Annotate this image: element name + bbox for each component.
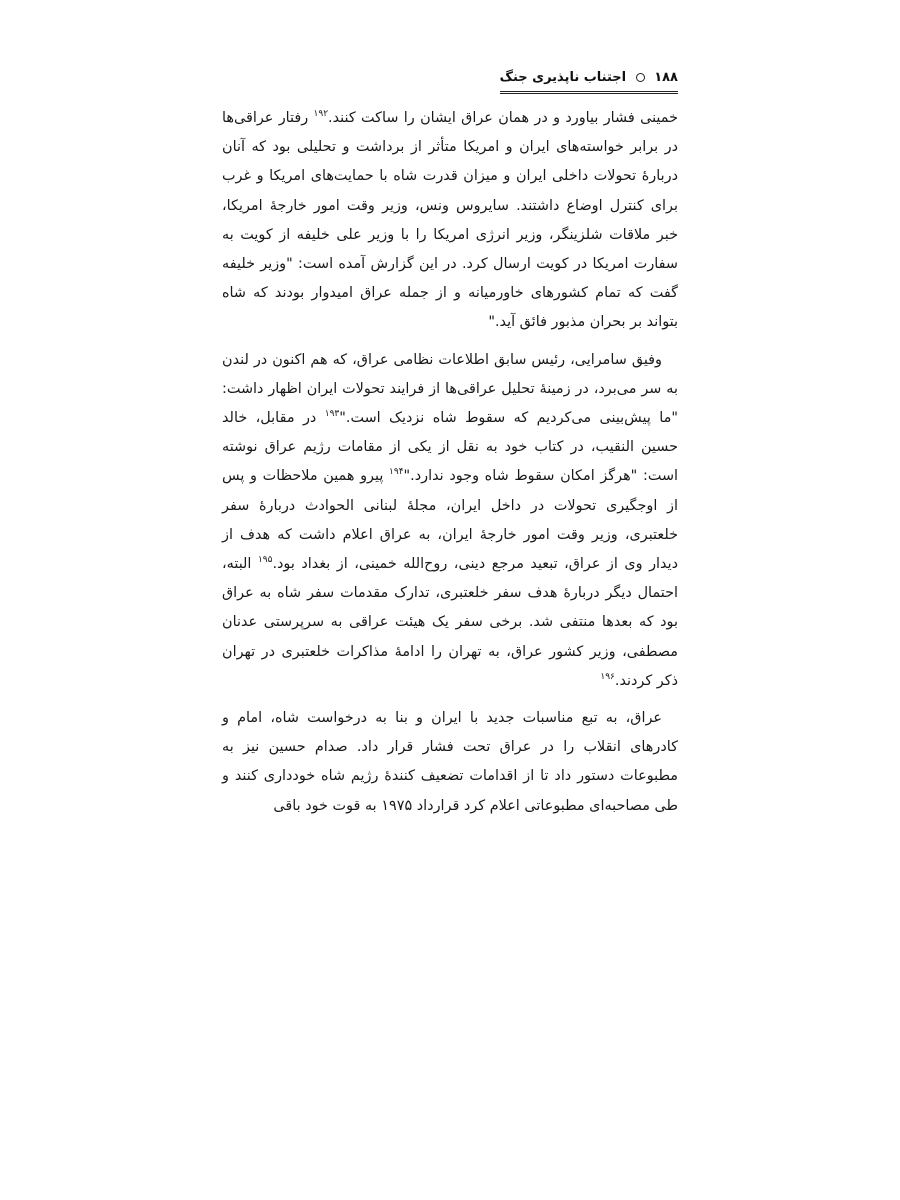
- paragraph-3: [222, 704, 678, 821]
- circle-separator-icon: [636, 73, 645, 82]
- text-run: خمینی فشار بیاورد و در همان عراق ایشان را ساکت کنند.: [328, 110, 678, 126]
- footnote-ref: ۱۹۲: [313, 109, 329, 120]
- book-title: اجتناب ناپذیری جنگ: [499, 70, 627, 85]
- text-run: البته، احتمال دیگر دربارهٔ هدف سفر خلعتبری، تدارک مقدمات سفر شاه به عراق بود که بعدها منتفی شد. برخی سفر یک هیئت عراقی به سرپرستی عدنان مصطفی، وزیر کشور عراق، به تهران را ادامهٔ مذاکرات خلعتبری در تهران ذکر کردند.: [222, 556, 678, 689]
- text-run: رفتار عراقی‌ها در برابر خواسته‌های ایران و امریکا متأثر از برداشت و تحلیلی بود که آنان دربارهٔ تحولات داخلی ایران و میزان قدرت شاه با حمایت‌های امریکا و غرب برای کنترل اوضاع داشتند. سایروس ونس، وزیر وقت امور خارجهٔ امریکا، خبر ملاقات شلزینگر، وزیر انرژی امریکا را با وزیر علی خلیفه از کویت به سفارت امریکا در کویت ارسال کرد. در این گزارش آمده است: "وزیر خلیفه گفت که تمام کشورهای خاورمیانه و از جمله عراق امیدوار بودند که شاه بتواند بر بحران مذبور فائق آید.": [222, 110, 678, 331]
- text-run: عراق، به تبع مناسبات جدید با ایران و بنا به درخواست شاه، امام و کادرهای انقلاب را در عراق تحت فشار قرار داد. صدام حسین نیز به مطبوعات دستور داد تا از اقدامات تضعیف کنندهٔ رژیم شاه خودداری کنند و طی مصاحبه‌ای مطبوعاتی اعلام کرد قرارداد ۱۹۷۵ به قوت خود باقی: [222, 710, 678, 814]
- page-number: ۱۸۸: [654, 70, 678, 85]
- body-text: [222, 104, 678, 829]
- footnote-ref: ۱۹۶: [600, 672, 615, 683]
- paragraph-1: [222, 104, 678, 338]
- text-run: در مقابل، خالد حسین النقیب، در کتاب خود به نقل از یکی از مقامات رژیم عراق نوشته است: "هرگز امکان سقوط شاه وجود ندارد.": [222, 410, 679, 485]
- paragraph-2: [222, 346, 678, 696]
- text-run: وفیق سامرایی، رئیس سابق اطلاعات نظامی عراق، که هم اکنون در لندن به سر می‌برد، در زمینهٔ تحلیل عراقی‌ها از فرایند تحولات ایران اظهار داشت: "ما پیش‌بینی می‌کردیم که سقوط شاه نزدیک است.": [222, 351, 678, 427]
- footnote-ref: ۱۹۴: [389, 467, 404, 478]
- footnote-ref: ۱۹۵: [257, 555, 273, 566]
- header-rule: [500, 69, 678, 94]
- running-head: [222, 66, 678, 92]
- footnote-ref: ۱۹۳: [324, 409, 340, 420]
- text-run: پیرو همین ملاحظات و پس از اوجگیری تحولات در داخل ایران، مجلهٔ لبنانی الحوادث دربارهٔ سفر خلعتبری، وزیر وقت امور خارجهٔ ایران، به عراق اعلام داشت که هدف از دیدار وی از عراق، تبعید مرجع دینی، روح‌الله خمینی، از بغداد بود.: [222, 468, 678, 573]
